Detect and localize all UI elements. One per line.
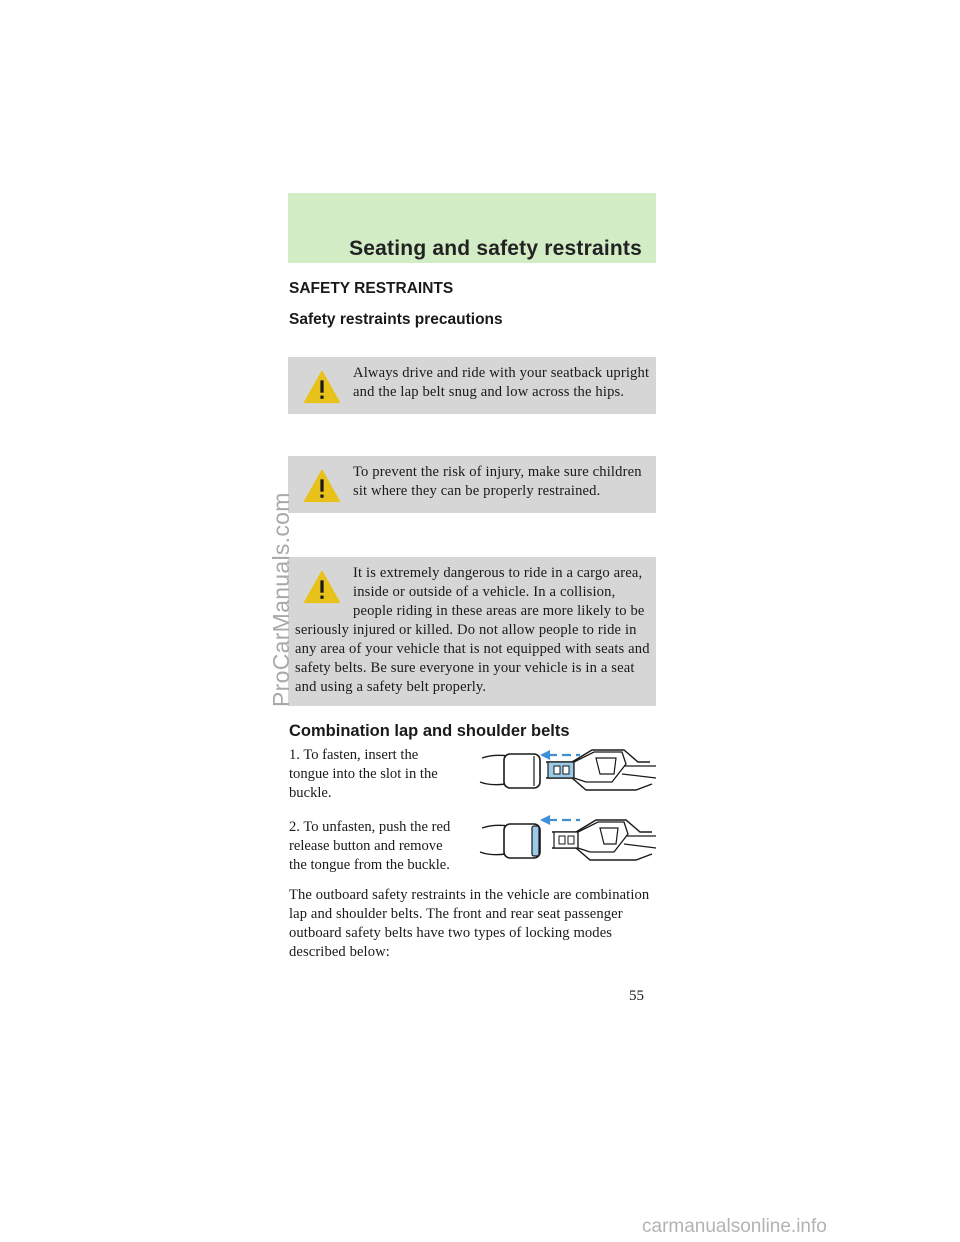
warning-text: To prevent the risk of injury, make sure children sit where they can be properly restrained. [353, 464, 642, 499]
warning-box [288, 557, 656, 706]
step-fasten: 1. To fasten, insert the tongue into the slot in the buckle. [289, 747, 438, 801]
page-number: 55 [629, 988, 644, 1004]
warning-box [288, 357, 656, 414]
body-paragraph: The outboard safety restraints in the vehicle are combination lap and shoulder belts. The front and rear seat passenger outboard safety belts have two types of locking modes described below: [289, 887, 650, 960]
belts-heading: Combination lap and shoulder belts [289, 722, 570, 740]
header-band [288, 193, 656, 263]
step-unfasten: 2. To unfasten, push the red release button and remove the tongue from the buckle. [289, 819, 451, 873]
warning-box [288, 456, 656, 513]
side-watermark: ProCarManuals.com [268, 492, 294, 707]
footer-watermark: carmanualsonline.info [642, 1216, 827, 1237]
page-header-title: Seating and safety restraints [349, 237, 642, 260]
warning-triangle-icon [303, 468, 341, 504]
warning-triangle-icon [303, 369, 341, 405]
sub-heading: Safety restraints precautions [289, 311, 503, 328]
warning-triangle-icon [303, 569, 341, 605]
warning-text: It is extremely dangerous to ride in a cargo area, inside or outside of a vehicle. In a collision, people riding in these areas are more likely to be seriously injured or killed. Do not allow people to ride in any area of your vehicle that is not equipped with seats and safety belts. Be sure everyone in your vehicle is in a seat and using a safety belt properly. [295, 565, 650, 695]
section-heading: SAFETY RESTRAINTS [289, 280, 454, 297]
buckle-fasten-illustration [476, 744, 658, 798]
buckle-unfasten-illustration [476, 814, 658, 868]
warning-text: Always drive and ride with your seatback upright and the lap belt snug and low across the hips. [353, 365, 650, 400]
